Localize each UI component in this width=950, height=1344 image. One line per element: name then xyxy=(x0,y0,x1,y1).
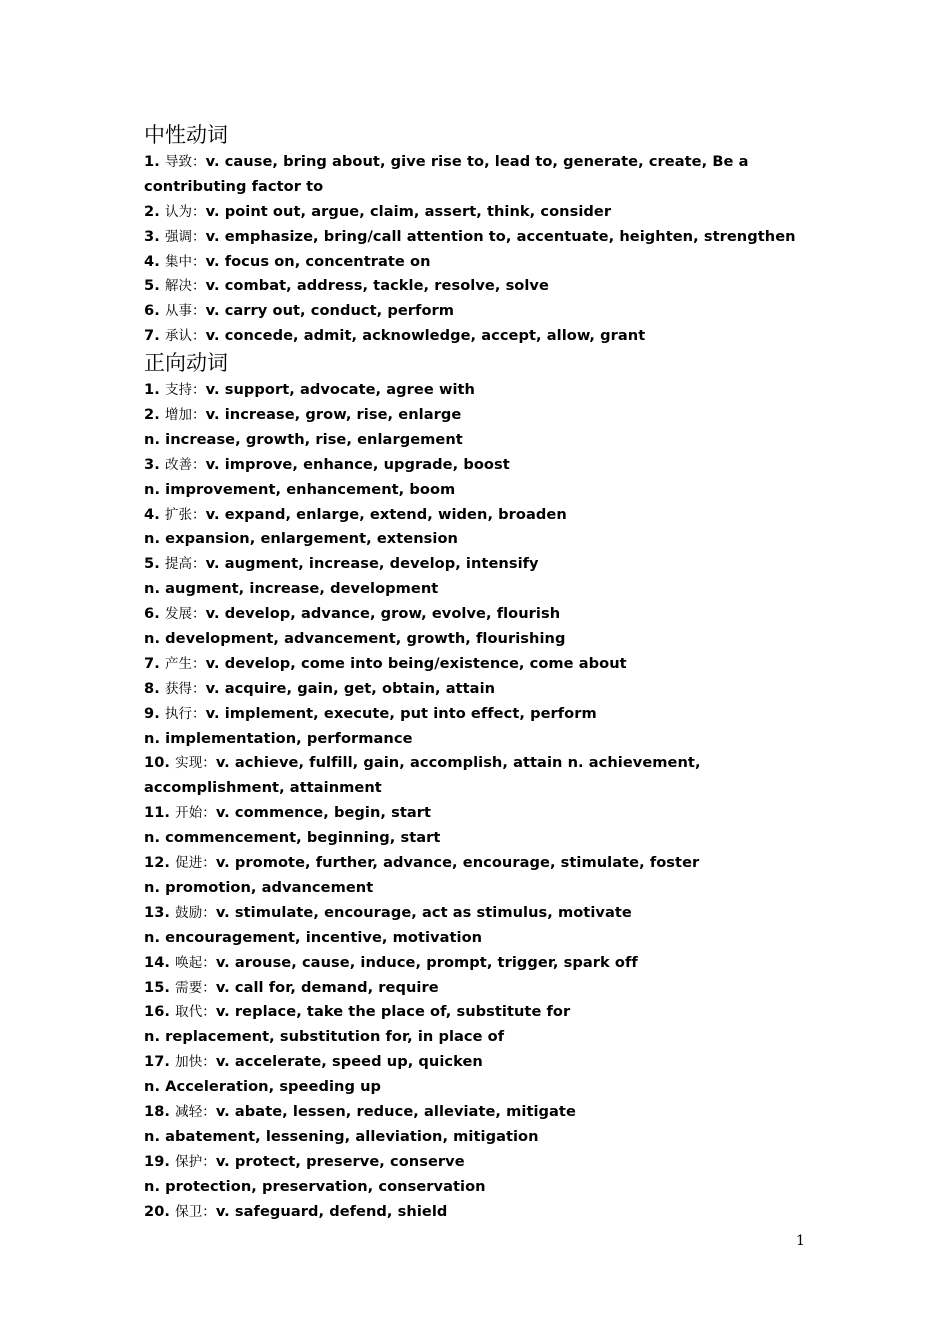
entry-number: 5. xyxy=(144,277,160,295)
entry-chinese-term: 执行： xyxy=(164,705,206,722)
entry-line xyxy=(144,299,804,324)
entry-number: 14. xyxy=(144,953,171,971)
entry-english-words: v. combat, address, tackle, resolve, solve xyxy=(205,277,549,295)
entry-chinese-term: 改善： xyxy=(164,456,206,473)
entry-line xyxy=(144,926,804,951)
section-title: 中性动词 xyxy=(144,123,228,147)
entry-english-words: v. emphasize, bring/call attention to, accentuate, heighten, strengthen xyxy=(205,227,796,245)
entry-english-words: accomplishment, attainment xyxy=(144,779,382,797)
entry-number: 2. xyxy=(144,406,160,424)
entry-chinese-term: 扩张： xyxy=(164,506,206,523)
entry-number: 15. xyxy=(144,978,171,996)
entry-number: 13. xyxy=(144,903,171,921)
entry-chinese-term: 减轻： xyxy=(175,1103,216,1120)
entry-number: 20. xyxy=(144,1202,171,1220)
document-body xyxy=(144,121,804,1224)
entry-line xyxy=(144,1125,804,1150)
entry-line xyxy=(144,225,804,250)
entry-line xyxy=(144,702,804,727)
entry-english-words: n. increase, growth, rise, enlargement xyxy=(144,430,463,448)
entry-line xyxy=(144,150,804,175)
entry-english-words: v. point out, argue, claim, assert, think, consider xyxy=(205,202,612,220)
entry-line xyxy=(144,851,804,876)
entry-line xyxy=(144,552,804,577)
entry-chinese-term: 唤起： xyxy=(175,954,216,971)
entry-number: 12. xyxy=(144,854,171,872)
entry-english-words: n. Acceleration, speeding up xyxy=(144,1078,382,1096)
entry-english-words: v. commence, begin, start xyxy=(215,804,432,822)
entry-english-words: v. develop, advance, grow, evolve, flourish xyxy=(205,605,561,623)
entry-chinese-term: 开始： xyxy=(175,805,216,822)
entry-chinese-term: 保卫： xyxy=(175,1203,216,1220)
entry-english-words: n. expansion, enlargement, extension xyxy=(144,530,458,548)
entry-line xyxy=(144,274,804,299)
entry-line xyxy=(144,453,804,478)
entry-english-words: v. achieve, fulfill, gain, accomplish, attain n. achievement, xyxy=(215,754,701,772)
entry-english-words: v. focus on, concentrate on xyxy=(205,252,431,270)
entry-line xyxy=(144,727,804,752)
entry-english-words: v. increase, grow, rise, enlarge xyxy=(205,406,462,424)
entry-line xyxy=(144,901,804,926)
entry-line xyxy=(144,1175,804,1200)
entry-chinese-term: 实现： xyxy=(175,755,216,772)
entry-line xyxy=(144,776,804,801)
entry-number: 3. xyxy=(144,227,160,245)
entry-number: 16. xyxy=(144,1003,171,1021)
entry-number: 6. xyxy=(144,605,160,623)
entry-line xyxy=(144,976,804,1001)
entry-english-words: v. expand, enlarge, extend, widen, broaden xyxy=(205,505,567,523)
entry-line xyxy=(144,478,804,503)
entry-number: 8. xyxy=(144,679,160,697)
entry-english-words: n. commencement, beginning, start xyxy=(144,829,441,847)
entry-line xyxy=(144,1025,804,1050)
entry-english-words: v. develop, come into being/existence, come about xyxy=(205,654,627,672)
entry-line xyxy=(144,577,804,602)
entry-english-words: n. promotion, advancement xyxy=(144,878,374,896)
entry-line xyxy=(144,751,804,776)
entry-english-words: v. implement, execute, put into effect, perform xyxy=(205,704,597,722)
entry-number: 5. xyxy=(144,555,160,573)
entry-chinese-term: 保护： xyxy=(175,1153,216,1170)
entry-chinese-term: 获得： xyxy=(164,680,206,697)
entry-number: 4. xyxy=(144,505,160,523)
entry-number: 6. xyxy=(144,302,160,320)
entry-number: 17. xyxy=(144,1053,171,1071)
entry-number: 1. xyxy=(144,153,160,170)
entry-number: 11. xyxy=(144,804,171,822)
entry-number: 7. xyxy=(144,327,160,345)
entry-chinese-term: 支持： xyxy=(164,382,206,399)
entry-english-words: v. replace, take the place of, substitute for xyxy=(215,1003,571,1021)
entry-english-words: v. abate, lessen, reduce, alleviate, mitigate xyxy=(215,1102,576,1120)
entry-english-words: v. carry out, conduct, perform xyxy=(205,302,455,320)
entry-chinese-term: 增加： xyxy=(164,407,206,424)
entry-english-words: v. stimulate, encourage, act as stimulus, motivate xyxy=(215,903,632,921)
entry-english-words: v. call for, demand, require xyxy=(215,978,439,996)
entry-line xyxy=(144,1150,804,1175)
entry-chinese-term: 产生： xyxy=(164,655,206,672)
entry-line xyxy=(144,951,804,976)
entry-chinese-term: 取代： xyxy=(175,1004,216,1021)
entry-chinese-term: 承认： xyxy=(164,328,206,345)
entry-line xyxy=(144,200,804,225)
entry-english-words: v. concede, admit, acknowledge, accept, allow, grant xyxy=(205,327,646,345)
entry-line xyxy=(144,1050,804,1075)
entry-chinese-term: 发展： xyxy=(164,606,206,623)
entry-english-words: v. accelerate, speed up, quicken xyxy=(215,1053,483,1071)
entry-english-words: v. acquire, gain, get, obtain, attain xyxy=(205,679,496,697)
entry-english-words: v. promote, further, advance, encourage, stimulate, foster xyxy=(215,854,700,872)
entry-number: 4. xyxy=(144,252,160,270)
entry-english-words: n. augment, increase, development xyxy=(144,580,439,598)
entry-number: 19. xyxy=(144,1152,171,1170)
entry-english-words: v. arouse, cause, induce, prompt, trigger, spark off xyxy=(215,953,638,971)
entry-line xyxy=(144,826,804,851)
entry-line xyxy=(144,801,804,826)
entry-line xyxy=(144,175,804,200)
entry-english-words: n. development, advancement, growth, flourishing xyxy=(144,630,566,648)
section-title: 正向动词 xyxy=(144,351,228,376)
entry-english-words: v. safeguard, defend, shield xyxy=(215,1202,448,1220)
entry-english-words: v. improve, enhance, upgrade, boost xyxy=(205,455,510,473)
entry-chinese-term: 集中： xyxy=(164,253,206,270)
entry-chinese-term: 认为： xyxy=(164,203,206,220)
entry-english-words: n. protection, preservation, conservation xyxy=(144,1177,486,1195)
entry-line xyxy=(144,378,804,403)
entry-line xyxy=(144,250,804,275)
entry-number: 2. xyxy=(144,202,160,220)
entry-chinese-term: 解决： xyxy=(164,278,206,295)
entry-english-words: v. cause, bring about, give rise to, lead to, generate, create, Be a xyxy=(205,153,749,170)
entry-number: 1. xyxy=(144,381,160,399)
entry-line xyxy=(144,602,804,627)
entry-english-words: n. replacement, substitution for, in place of xyxy=(144,1028,505,1046)
entry-line xyxy=(144,652,804,677)
entry-english-words: n. abatement, lessening, alleviation, mitigation xyxy=(144,1127,539,1145)
entry-chinese-term: 鼓励： xyxy=(175,904,216,921)
entry-number: 18. xyxy=(144,1102,171,1120)
entry-english-words: n. implementation, performance xyxy=(144,729,413,747)
entry-line xyxy=(144,876,804,901)
entry-chinese-term: 促进： xyxy=(175,855,216,872)
entry-line xyxy=(144,677,804,702)
entry-english-words: n. encouragement, incentive, motivation xyxy=(144,928,483,946)
entry-line xyxy=(144,1075,804,1100)
entry-english-words: v. support, advocate, agree with xyxy=(205,381,475,399)
entry-number: 10. xyxy=(144,754,171,772)
entry-chinese-term: 需要： xyxy=(175,979,216,996)
entry-line xyxy=(144,324,804,349)
entry-number: 7. xyxy=(144,654,160,672)
entry-number: 3. xyxy=(144,455,160,473)
entry-english-words: v. protect, preserve, conserve xyxy=(215,1152,465,1170)
entry-chinese-term: 强调： xyxy=(164,228,206,245)
entry-line xyxy=(144,1100,804,1125)
entry-line xyxy=(144,503,804,528)
entry-line xyxy=(144,627,804,652)
entry-number: 9. xyxy=(144,704,160,722)
entry-line xyxy=(144,527,804,552)
entry-chinese-term: 导致： xyxy=(164,154,206,170)
entry-line xyxy=(144,403,804,428)
entry-line xyxy=(144,1200,804,1225)
entry-line xyxy=(144,428,804,453)
entry-chinese-term: 从事： xyxy=(164,303,206,320)
entry-english-words: n. improvement, enhancement, boom xyxy=(144,480,456,498)
page-number: 1 xyxy=(796,1233,805,1249)
entry-english-words: v. augment, increase, develop, intensify xyxy=(205,555,539,573)
entry-english-words: contributing factor to xyxy=(144,177,324,195)
entry-line xyxy=(144,1000,804,1025)
entry-chinese-term: 提高： xyxy=(164,556,206,573)
entry-chinese-term: 加快： xyxy=(175,1054,216,1071)
